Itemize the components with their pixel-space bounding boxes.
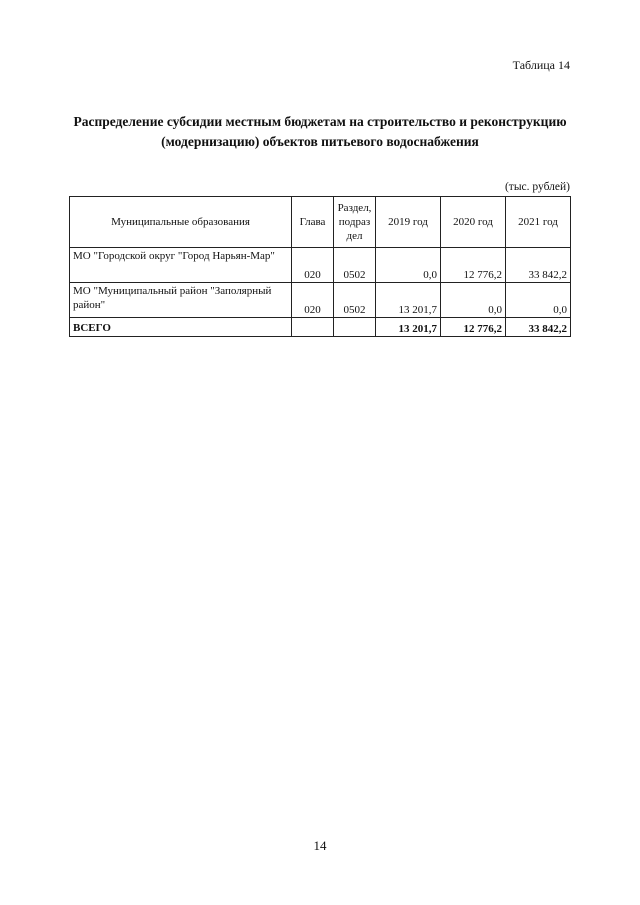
col-header-2021: 2021 год: [506, 197, 571, 248]
total-section-empty: [334, 318, 376, 337]
row-value-2020: 12 776,2: [441, 248, 506, 283]
col-header-chapter: Глава: [292, 197, 334, 248]
total-value-2021: 33 842,2: [506, 318, 571, 337]
total-chapter-empty: [292, 318, 334, 337]
row-municipality: МО "Городской округ "Город Нарьян-Мар": [70, 248, 292, 283]
units-label: (тыс. рублей): [504, 181, 570, 193]
subsidy-table: [69, 196, 571, 337]
row-chapter: 020: [292, 283, 334, 318]
table-header-row: [70, 197, 571, 248]
col-header-municipality: Муниципальные образования: [70, 197, 292, 248]
row-chapter: 020: [292, 248, 334, 283]
col-header-section-line3: дел: [346, 230, 363, 242]
row-value-2021: 0,0: [506, 283, 571, 318]
total-value-2019: 13 201,7: [376, 318, 441, 337]
row-section: 0502: [334, 248, 376, 283]
title-line-1: Распределение субсидии местным бюджетам на строительство и реконструкцию: [73, 114, 567, 129]
document-title: [60, 112, 580, 152]
page-number: 14: [313, 838, 327, 853]
row-value-2019: 13 201,7: [376, 283, 441, 318]
row-value-2019: 0,0: [376, 248, 441, 283]
table-number-label: Таблица 14: [512, 58, 570, 72]
row-value-2020: 0,0: [441, 283, 506, 318]
total-label: ВСЕГО: [70, 318, 292, 337]
col-header-section-line2: подраз: [338, 216, 371, 228]
col-header-2020: 2020 год: [441, 197, 506, 248]
total-value-2020: 12 776,2: [441, 318, 506, 337]
table-row: [70, 283, 571, 318]
row-value-2021: 33 842,2: [506, 248, 571, 283]
title-line-2: (модернизацию) объектов питьевого водоснабжения: [161, 134, 479, 149]
col-header-section-line1: Раздел,: [337, 202, 372, 214]
row-section: 0502: [334, 283, 376, 318]
table-total-row: [70, 318, 571, 337]
row-municipality: МО "Муниципальный район "Заполярный район": [70, 283, 292, 318]
col-header-2019: 2019 год: [376, 197, 441, 248]
col-header-section: [334, 197, 376, 248]
table-row: [70, 248, 571, 283]
